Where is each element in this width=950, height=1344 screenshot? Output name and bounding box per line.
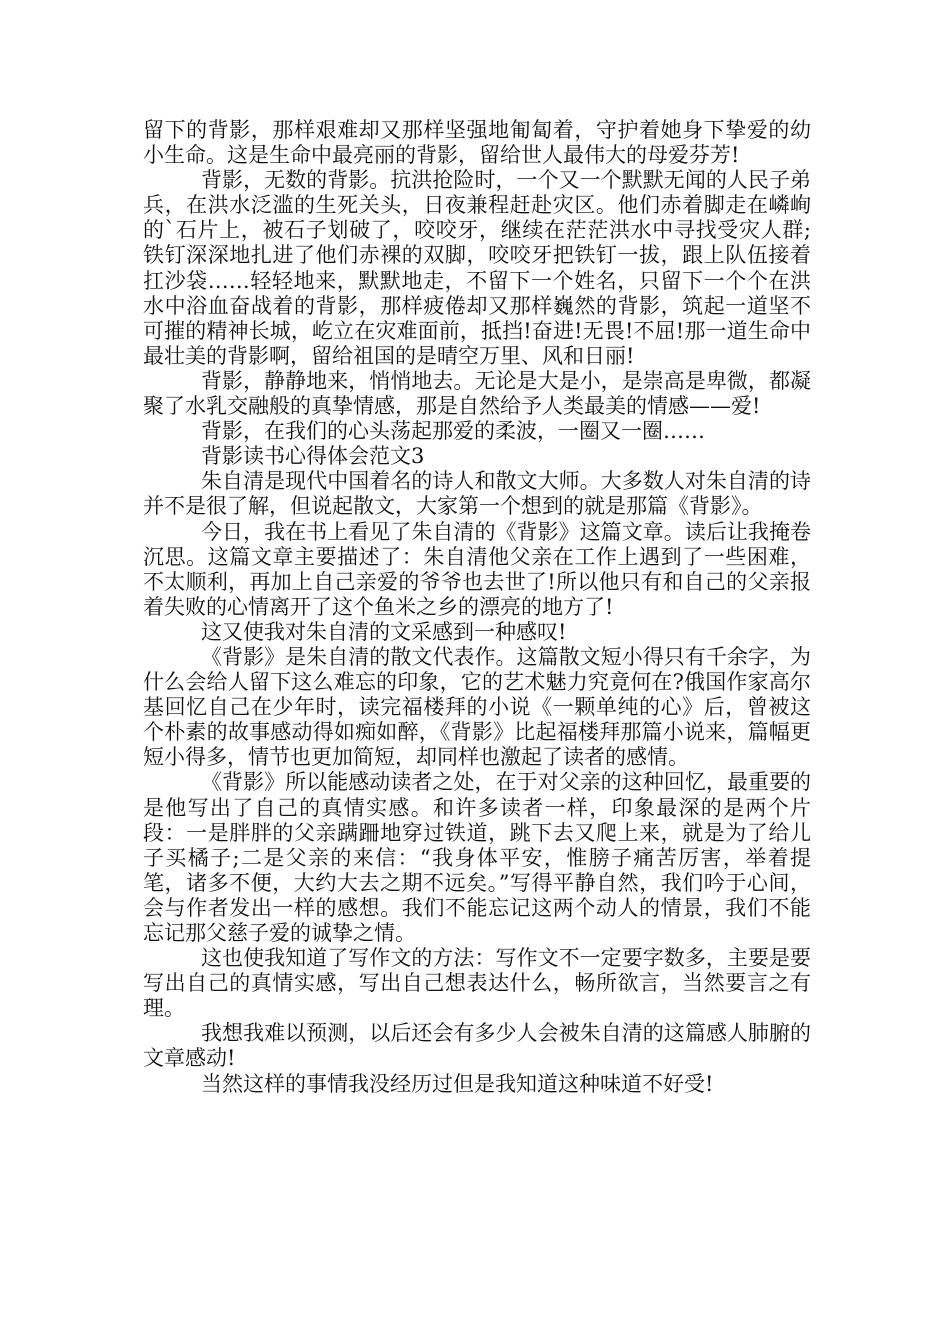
paragraph: 背影，无数的背影。抗洪抢险时，一个又一个默默无闻的人民子弟兵，在洪水泛滥的生死关头，日夜兼程赶赴灾区。他们赤着脚走在嶙峋的`石片上，被石子划破了，咬咬牙，继续在茫茫洪水中寻找受灾人群;铁钉深深地扎进了他们赤裸的双脚，咬咬牙把铁钉一拔，跟上队伍接着扛沙袋……轻轻地来，默默地走，不留下一个姓名，只留下一个个在洪水中浴血奋战着的背影，那样疲倦却又那样巍然的背影，筑起一道坚不可摧的精神长城，屹立在灾难面前，抵挡!奋进!无畏!不屈!那一道生命中最壮美的背影啊，留给祖国的是晴空万里、风和日丽! [143,168,811,368]
paragraph: 《背影》所以能感动读者之处，在于对父亲的这种回忆，最重要的是他写出了自己的真情实感。和许多读者一样，印象最深的是两个片段：一是胖胖的父亲蹒跚地穿过铁道，跳下去又爬上来，就是为了给儿子买橘子;二是父亲的来信：“我身体平安，惟膀子痛苦厉害，举着提笔，诸多不便，大约大去之期不远矣。”写得平静自然，我们吟于心间，会与作者发出一样的感想。我们不能忘记这两个动人的情景，我们不能忘记那父慈子爱的诚挚之情。 [143,770,811,945]
document-body [143,118,811,1097]
paragraph: 《背影》是朱自清的散文代表作。这篇散文短小得只有千余字，为什么会给人留下这么难忘的印象，它的艺术魅力究竟何在?俄国作家高尔基回忆自己在少年时，读完福楼拜的小说《一颗单纯的心》后，曾被这个朴素的故事感动得如痴如醉，《背影》比起福楼拜那篇小说来，篇幅更短小得多，情节也更加简短，却同样也激起了读者的感情。 [143,644,811,770]
paragraph: 这也使我知道了写作文的方法：写作文不一定要字数多，主要是要写出自己的真情实感，写出自己想表达什么，畅所欲言，当然要言之有理。 [143,946,811,1021]
paragraph: 朱自清是现代中国着名的诗人和散文大师。大多数人对朱自清的诗并不是很了解，但说起散文，大家第一个想到的就是那篇《背影》。 [143,469,811,519]
section-heading: 背影读书心得体会范文3 [201,444,425,469]
paragraph: 这又使我对朱自清的文采感到一种感叹! [201,619,567,644]
paragraph: 背影，静静地来，悄悄地去。无论是大是小，是崇高是卑微，都凝聚了水乳交融般的真挚情感，那是自然给予人类最美的情感——爱! [143,368,811,419]
paragraph: 背影，在我们的心头荡起那爱的柔波，一圈又一圈…… [201,419,705,444]
paragraph: 当然这样的事情我没经历过但是我知道这种味道不好受! [201,1071,714,1096]
paragraph: 今日，我在书上看见了朱自清的《背影》这篇文章。读后让我掩卷沉思。这篇文章主要描述了：朱自清他父亲在工作上遇到了一些困难，不太顺利，再加上自己亲爱的爷爷也去世了!所以他只有和自己的父亲报着失败的心情离开了这个鱼米之乡的漂亮的地方了! [143,519,811,619]
paragraph: 留下的背影，那样艰难却又那样坚强地匍匐着，守护着她身下挚爱的幼小生命。这是生命中最亮丽的背影，留给世人最伟大的母爱芬芳! [143,118,811,168]
paragraph: 我想我难以预测，以后还会有多少人会被朱自清的这篇感人肺腑的文章感动! [143,1021,811,1071]
